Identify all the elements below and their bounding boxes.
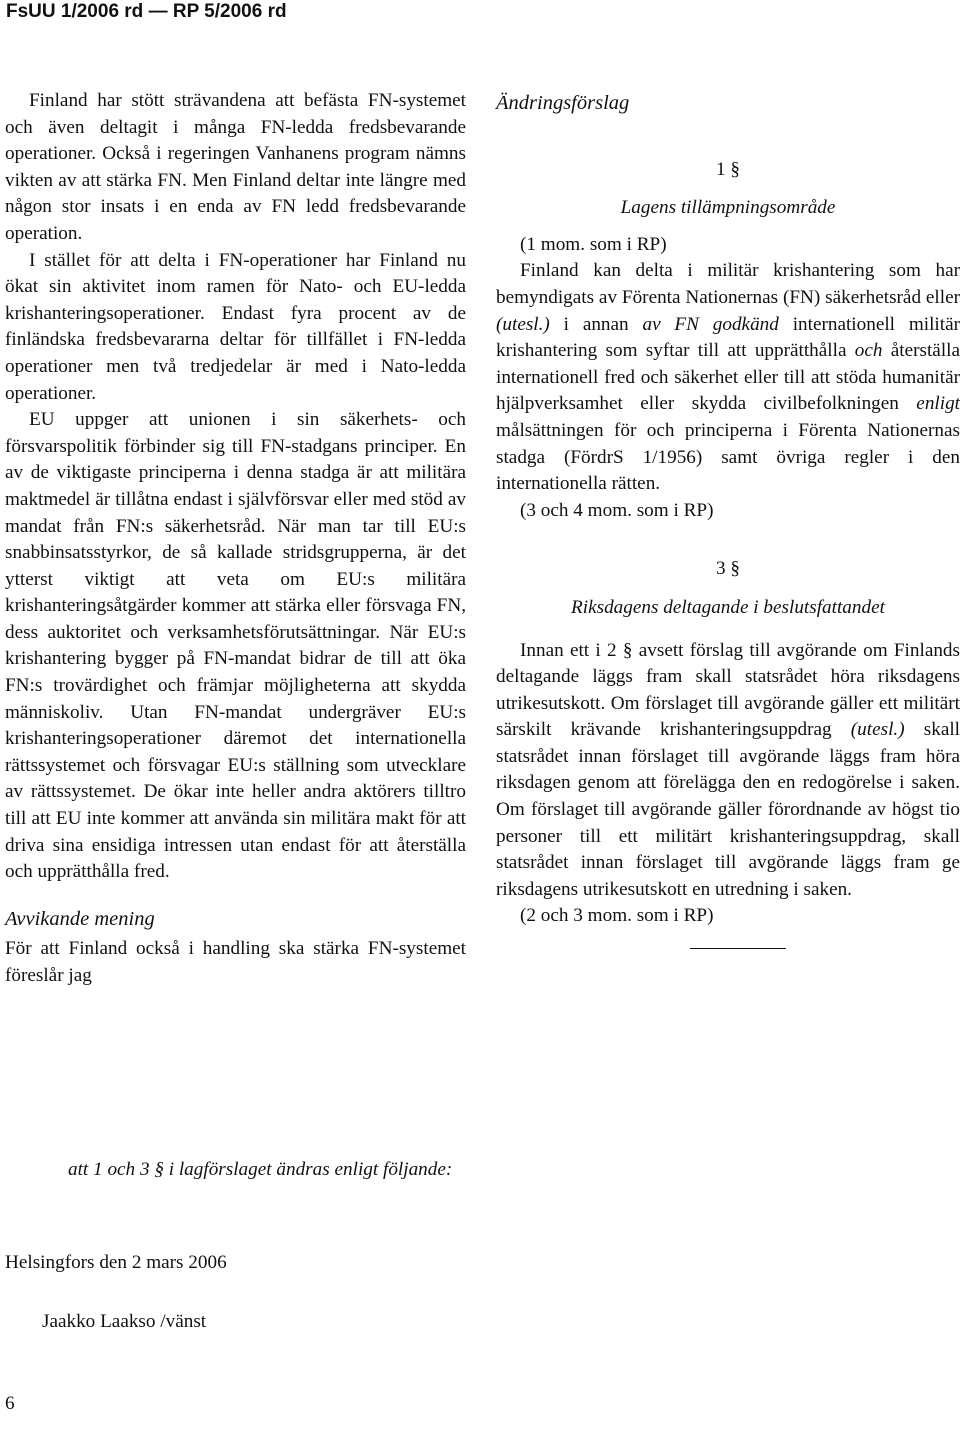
dissent-text: För att Finland också i handling ska stärka FN-systemet föreslår jag — [5, 938, 466, 986]
section-1-number: 1 § — [716, 158, 740, 180]
left-column — [5, 88, 466, 990]
section-1-mom1: (1 mom. som i RP) — [520, 233, 667, 255]
text-run: skall statsrådet innan förslaget till avgörande läggs fram höra riksdagen genom att förelägga den en redogörelse i saken. Om förslaget till avgörande gäller förordnande av högst tio personer till ett militärt krishanteringsuppdrag, skall statsrådet innan förslaget till avgörande läggs fram ge riksdagens utrikesutskott en utredning i saken. — [496, 719, 960, 900]
text-run-italic: enligt — [916, 393, 960, 415]
text-run: målsättningen för och principerna i Förenta Nationernas stadga (FördrS 1/1956) samt övriga regler i den internationella rätten. — [496, 419, 960, 495]
right-column — [496, 90, 960, 949]
paragraph-3: EU uppger att unionen i sin säkerhets- och försvarspolitik förbinder sig till FN-stadgans principer. En av de viktigaste principerna i denna stadga är att militära maktmedel är tillåtna endast i självförsvar eller med stöd av mandat från FN:s säkerhetsråd. När man tar till EU:s snabbinsatsstyrkor, de så kallade stridsgrupperna, är det ytterst viktigt att veta om EU:s militära krishanteringsåtgärder kommer att stärka eller försvaga FN, dess auktoritet och verksamhetsförutsättningar. När EU:s krishantering bygger på FN-mandat bidrar de till att öka FN:s trovärdighet och främjar möjligheterna att skydda människoliv. Utan FN-mandat undergräver EU:s krishanteringsoperationer däremot det internationella rättssystemet och försvagar EU:s ställning som utvecklare av rättssystemet. De ökar inte heller andra aktörers tilltro till att EU inte kommer att använda sin militära makt för att driva sina ensidiga intressen utan endast för att återställa och upprätthålla fred. — [5, 409, 466, 883]
section-3-body — [496, 638, 960, 904]
amendment-heading: Ändringsförslag — [496, 92, 630, 114]
text-run: i annan — [549, 313, 643, 335]
text-run-italic: (utesl.) — [496, 313, 550, 335]
section-1-mom34: (3 och 4 mom. som i RP) — [520, 499, 714, 521]
text-run: Finland kan delta i militär krishantering som har bemyndigats av Förenta Nationernas (FN) säkerhetsråd eller — [496, 260, 960, 308]
paragraph-1: Finland har stött strävandena att befästa FN-systemet och även deltagit i många FN-ledda fredsbevarande operationer. Också i regeringen Vanhanens program nämns vikten av att stärka FN. Men Finland deltar inte längre med någon stor insats i en enda av FN ledd fredsbevarande operation. — [5, 90, 466, 244]
paragraph-2: I stället för att delta i FN-operationer har Finland nu ökat sin aktivitet inom ramen för Nato- och EU-ledda krishanteringsoperationer. Endast fyra procent av de finländska fredsbevararna deltar för tillfället i FN-ledda operationer men två tredjedelar är med i Nato-ledda operationer. — [5, 249, 466, 404]
section-3-mom23: (2 och 3 mom. som i RP) — [520, 905, 714, 927]
signature-place-date: Helsingfors den 2 mars 2006 — [5, 1252, 227, 1273]
proposal-text: att 1 och 3 § i lagförslaget ändras enligt följande: — [68, 1159, 453, 1180]
section-3-number: 3 § — [716, 558, 740, 580]
section-1-title: Lagens tillämpningsområde — [620, 197, 836, 219]
section-1-body — [496, 258, 960, 497]
page-number: 6 — [5, 1393, 15, 1414]
signature-name: Jaakko Laakso /vänst — [42, 1311, 207, 1332]
text-run-italic: av FN godkänd — [642, 313, 779, 335]
text-run-italic: och — [854, 340, 883, 362]
dissent-heading: Avvikande mening — [5, 907, 155, 930]
text-run-italic: (utesl.) — [850, 719, 905, 741]
end-rule — [690, 948, 786, 949]
text-run: internationell militär krishantering som syftar till att upprätthålla — [496, 313, 960, 362]
text-run: återställa internationell fred och säkerhet eller till att stöda humanitär hjälpverksamhet eller skydda civilbefolkningen — [496, 340, 960, 415]
text-run: Innan ett i 2 § avsett förslag till avgörande om Finlands deltagande läggs fram skall statsrådet höra riksdagens utrikesutskott. Om förslaget till avgörande gäller ett militärt särskilt krävande krishanteringsuppdrag — [496, 639, 960, 741]
section-3-title: Riksdagens deltagande i beslutsfattandet — [571, 596, 885, 618]
document-reference: FsUU 1/2006 rd — RP 5/2006 rd — [6, 1, 287, 22]
